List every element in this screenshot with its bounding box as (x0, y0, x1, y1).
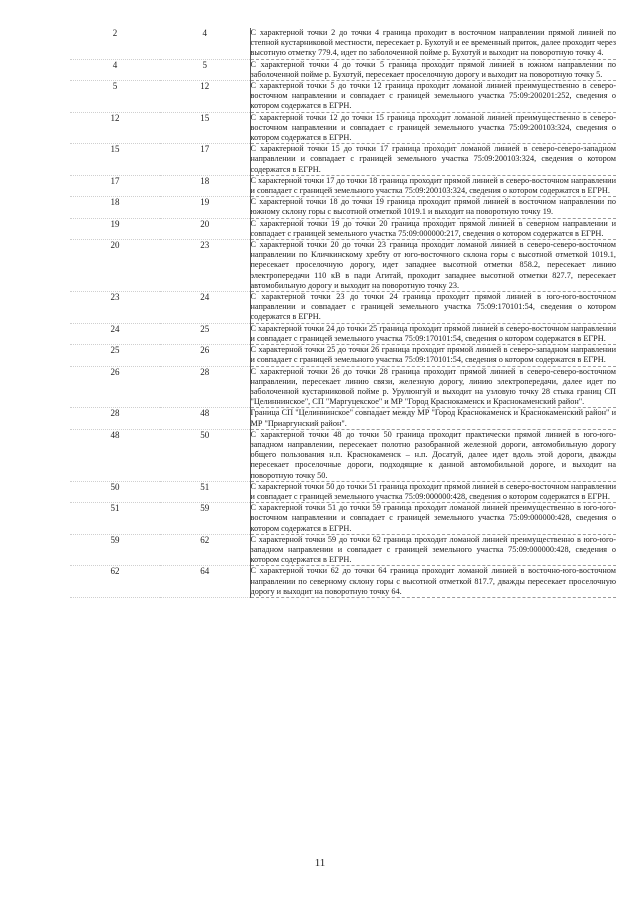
to-point-cell: 17 (160, 144, 250, 176)
to-point-cell: 15 (160, 112, 250, 144)
from-point-cell: 51 (70, 503, 160, 535)
boundary-description-cell: С характерной точки 20 до точки 23 граница проходит ломаной линией в северо-северо-восточном направлении по Кличкинскому хребту от юго-восточного склона горы с высотной отметкой 1019.1, пересекает проселочную дорогу, идет западнее высотной отметки 858.2, пересекает линию электропередачи 110 кВ в пади Агитай, проходит западнее высотной отметки 827.7, пересекает автомобильную дорогу и выходит на поворотную точку 23. (250, 240, 616, 290)
from-point-cell: 62 (70, 566, 160, 598)
table-row (70, 28, 616, 59)
to-point-cell: 19 (160, 197, 250, 218)
to-point-cell: 18 (160, 175, 250, 196)
boundary-description-table (70, 28, 616, 598)
table-body (70, 28, 616, 597)
from-point-cell: 26 (70, 366, 160, 408)
boundary-description-cell: С характерной точки 23 до точки 24 граница проходит прямой линией в юго-юго-восточном направлении и совпадает с границей земельного участка 75:09:170101:54, сведения о котором содержатся в ЕГРН. (250, 292, 616, 322)
from-point-cell: 59 (70, 534, 160, 566)
from-point-cell: 24 (70, 323, 160, 344)
table-row (70, 503, 616, 535)
boundary-description-cell: С характерной точки 26 до точки 28 граница проходит прямой линией в северо-северо-восточном направлении, пересекает линию связи, железную дорогу, линию электропередачи, далее идет по заболоченной кустарниковой пойме р. Урулюнгуй и выходит на узловую точку 28 стыка границ СП "Целиннинское", СП "Маргуцекское" и МР "Город Краснокаменск и Краснокаменский район". (250, 366, 616, 407)
to-point-cell: 5 (160, 59, 250, 80)
to-point-cell: 12 (160, 81, 250, 113)
to-point-cell: 25 (160, 323, 250, 344)
boundary-description-cell: С характерной точки 59 до точки 62 граница проходит ломаной линией преимущественно в юго-юго-западном направлении и совпадает с границей земельного участка 75:09:000000:428, сведения о котором содержатся в ЕГРН. (250, 534, 616, 565)
from-point-cell: 20 (70, 240, 160, 292)
boundary-description-cell: С характерной точки 51 до точки 59 граница проходит ломаной линией преимущественно в юго-юго-восточном направлении и совпадает с границей земельного участка 75:09:000000:428, сведения о котором содержатся в ЕГРН. (250, 503, 616, 533)
to-point-cell: 23 (160, 240, 250, 292)
table-row (70, 112, 616, 144)
to-point-cell: 62 (160, 534, 250, 566)
from-point-cell: 19 (70, 218, 160, 239)
to-point-cell: 64 (160, 566, 250, 598)
to-point-cell: 48 (160, 408, 250, 429)
page-number: 11 (314, 857, 326, 869)
boundary-description-cell: С характерной точки 4 до точки 5 граница проходит прямой линией в южном направлении по заболоченной пойме р. Бухотуй, пересекает проселочную дорогу и выходит на поворотную точку 5. (250, 59, 616, 79)
table-row (70, 366, 616, 408)
table-row (70, 292, 616, 324)
from-point-cell: 23 (70, 292, 160, 324)
boundary-description-cell: С характерной точки 50 до точки 51 граница проходит прямой линией в северо-восточном направлении и совпадает с границей земельного участка 75:09:000000:428, сведения о котором содержатся в ЕГРН. (250, 481, 616, 501)
boundary-description-cell: С характерной точки 19 до точки 20 граница проходит прямой линией в северном направлении и совпадает с границей земельного участка 75:09:000000:217, сведения о котором содержатся в ЕГРН. (250, 218, 616, 238)
table-row (70, 429, 616, 481)
boundary-description-cell: С характерной точки 62 до точки 64 граница проходит ломаной линией в восточно-юго-восточном направлении по северному склону горы с высотной отметкой 817.7, дважды пересекает проселочную дорогу и выходит на поворотную точку 64. (250, 566, 616, 596)
from-point-cell: 25 (70, 345, 160, 366)
from-point-cell: 17 (70, 175, 160, 196)
to-point-cell: 24 (160, 292, 250, 324)
to-point-cell: 59 (160, 503, 250, 535)
boundary-description-cell: Граница СП "Целиннинское" совпадает между МР "Город Краснокаменск и Краснокаменский район" и МР "Приаргунский район". (250, 408, 616, 428)
boundary-description-cell: С характерной точки 15 до точки 17 граница проходит ломаной линией в северо-северо-западном направлении и совпадает с границей земельного участка 75:09:200103:324, сведения о котором содержатся в ЕГРН. (250, 144, 616, 174)
from-point-cell: 4 (70, 59, 160, 80)
boundary-description-cell: С характерной точки 12 до точки 15 граница проходит ломаной линией преимущественно в северо-восточном направлении и совпадает с границей земельного участка 75:09:200103:324, сведения о котором содержатся в ЕГРН. (250, 112, 616, 143)
boundary-description-cell: С характерной точки 25 до точки 26 граница проходит прямой линией в северо-западном направлении и совпадает с границей земельного участка 75:09:170101:54, сведения о котором содержатся в ЕГРН. (250, 345, 616, 365)
from-point-cell: 48 (70, 429, 160, 481)
to-point-cell: 20 (160, 218, 250, 239)
table-row (70, 481, 616, 502)
to-point-cell: 4 (160, 28, 250, 59)
table-row (70, 566, 616, 598)
table-row (70, 81, 616, 113)
from-point-cell: 2 (70, 28, 160, 59)
from-point-cell: 28 (70, 408, 160, 429)
boundary-description-cell: С характерной точки 2 до точки 4 граница проходит в восточном направлении прямой линией по степной кустарниковой местности, пересекает р. Бухотуй и ее временный приток, далее проходит через высотную отметку 779.4, идет по заболоченной пойме р. Бухотуй и выходит на поворотную точку 4. (250, 28, 616, 58)
table-row (70, 323, 616, 344)
table-row (70, 144, 616, 176)
table-row (70, 218, 616, 239)
from-point-cell: 15 (70, 144, 160, 176)
to-point-cell: 26 (160, 345, 250, 366)
from-point-cell: 50 (70, 481, 160, 502)
to-point-cell: 51 (160, 481, 250, 502)
table-row (70, 59, 616, 80)
boundary-description-cell: С характерной точки 5 до точки 12 граница проходит ломаной линией преимущественно в северо-восточном направлении и совпадает с границей земельного участка 75:09:200201:252, сведения о котором содержатся в ЕГРН. (250, 81, 616, 111)
boundary-description-cell: С характерной точки 24 до точки 25 граница проходит прямой линией в северо-восточном направлении и совпадает с границей земельного участка 75:09:170101:54, сведения о котором содержатся в ЕГРН. (250, 323, 616, 343)
boundary-description-cell: С характерной точки 48 до точки 50 граница проходит практически прямой линией в юго-юго-западном направлении, пересекает полотно разобранной железной дороги, автомобильную дорогу общего пользования н.п. Краснокаменск – н.п. Досатуй, далее идет вдоль этой дороги, дважды пересекает проселочные дороги, подходящие к данной автомобильной дороге, и выходит на поворотную точку 50. (250, 429, 616, 480)
boundary-description-cell: С характерной точки 18 до точки 19 граница проходит прямой линией в восточном направлении по южному склону горы с высотной отметкой 1019.1 и выходит на поворотную точку 19. (250, 197, 616, 217)
from-point-cell: 18 (70, 197, 160, 218)
to-point-cell: 28 (160, 366, 250, 408)
table-row (70, 408, 616, 429)
table-row (70, 534, 616, 566)
table-row (70, 240, 616, 292)
boundary-description-cell: С характерной точки 17 до точки 18 граница проходит прямой линией в северо-восточном направлении и совпадает с границей земельного участка 75:09:200103:324, сведения о котором содержатся в ЕГРН. (250, 175, 616, 196)
table-row (70, 345, 616, 366)
to-point-cell: 50 (160, 429, 250, 481)
table-row (70, 175, 616, 196)
from-point-cell: 12 (70, 112, 160, 144)
table-row (70, 197, 616, 218)
from-point-cell: 5 (70, 81, 160, 113)
